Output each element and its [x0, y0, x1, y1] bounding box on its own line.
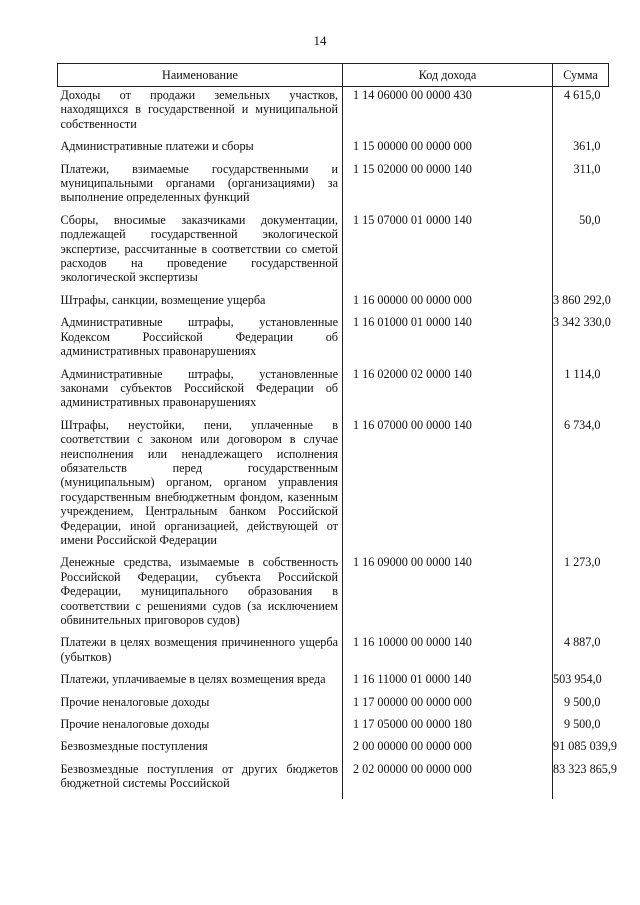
row-name-cell: Административные штрафы, установленные законами субъектов Российской Федерации об административных правонарушениях [58, 367, 343, 418]
row-code-cell: 1 16 07000 00 0000 140 [343, 418, 553, 556]
table-row [58, 367, 609, 418]
row-amount-cell: 1 273,0 [563, 555, 601, 570]
table-row [58, 418, 609, 556]
table-row [58, 139, 609, 161]
row-code-cell: 1 17 05000 00 0000 180 [343, 717, 553, 739]
row-amount-cell: 9 500,0 [563, 694, 601, 709]
row-code-cell: 1 16 09000 00 0000 140 [343, 555, 553, 635]
row-code-cell: 1 15 00000 00 0000 000 [343, 139, 553, 161]
column-header-code: Код дохода [343, 64, 553, 87]
row-amount-cell: 83 323 865,9 [553, 761, 617, 776]
row-amount-cell: 503 954,0 [553, 672, 602, 687]
row-amount-cell: 4 887,0 [563, 635, 601, 650]
row-code-cell: 1 15 07000 01 0000 140 [343, 213, 553, 293]
table-row [58, 315, 609, 366]
row-name-cell: Платежи в целях возмещения причиненного ущерба (убытков) [58, 635, 343, 672]
row-amount-cell: 3 342 330,0 [553, 315, 611, 330]
row-name-cell: Платежи, уплачиваемые в целях возмещения вреда [58, 672, 343, 694]
row-name-cell: Безвозмездные поступления от других бюджетов бюджетной системы Российской [58, 762, 343, 799]
row-code-cell: 1 16 01000 01 0000 140 [343, 315, 553, 366]
table-row [58, 162, 609, 213]
row-amount-cell: 311,0 [573, 161, 601, 176]
table-row [58, 717, 609, 739]
table-row [58, 87, 609, 140]
row-code-cell: 1 17 00000 00 0000 000 [343, 695, 553, 717]
table-row [58, 762, 609, 799]
column-header-amount: Сумма [553, 64, 609, 87]
row-amount-cell: 3 860 292,0 [553, 292, 611, 307]
table-row [58, 635, 609, 672]
column-header-name: Наименование [58, 64, 343, 87]
row-name-cell: Прочие неналоговые доходы [58, 695, 343, 717]
table-header-row [58, 64, 609, 87]
row-amount-cell: 361,0 [573, 139, 601, 154]
table-row [58, 213, 609, 293]
row-name-cell: Доходы от продажи земельных участков, находящихся в государственной и муниципальной собственности [58, 87, 343, 140]
table-row [58, 293, 609, 315]
row-name-cell: Безвозмездные поступления [58, 739, 343, 761]
row-code-cell: 1 14 06000 00 0000 430 [343, 87, 553, 140]
row-code-cell: 2 00 00000 00 0000 000 [343, 739, 553, 761]
row-name-cell: Штрафы, санкции, возмещение ущерба [58, 293, 343, 315]
row-code-cell: 1 16 00000 00 0000 000 [343, 293, 553, 315]
row-name-cell: Сборы, вносимые заказчиками документации, подлежащей государственной экологической экспертизе, рассчитанные в соответствии со сметой расходов на проведение государственной экологической экспертизы [58, 213, 343, 293]
table-row [58, 739, 609, 761]
row-amount-cell: 1 114,0 [564, 366, 601, 381]
row-amount-cell: 9 500,0 [563, 717, 601, 732]
row-name-cell: Административные платежи и сборы [58, 139, 343, 161]
table-row [58, 555, 609, 635]
row-amount-cell: 6 734,0 [563, 417, 601, 432]
page-number: 14 [313, 33, 327, 48]
row-amount-cell: 91 085 039,9 [553, 739, 617, 754]
row-code-cell: 1 16 11000 01 0000 140 [343, 672, 553, 694]
row-name-cell: Денежные средства, изымаемые в собственность Российской Федерации, субъекта Российской Федерации, муниципального образования в соответствии с решениями судов (за исключением обвинительных приговоров судов) [58, 555, 343, 635]
row-name-cell: Прочие неналоговые доходы [58, 717, 343, 739]
row-name-cell: Штрафы, неустойки, пени, уплаченные в соответствии с законом или договором в случае неисполнения или ненадлежащего исполнения обязательств перед государственным (муниципальным) органом, органом управления государственным внебюджетным фондом, казенным учреждением, Центральным банком Российской Федерации, иной организацией, действующей от имени Российской Федерации [58, 418, 343, 556]
row-name-cell: Платежи, взимаемые государственными и муниципальными органами (организациями) за выполнение определенных функций [58, 162, 343, 213]
row-amount-cell: 4 615,0 [563, 88, 601, 102]
row-code-cell: 1 16 02000 02 0000 140 [343, 367, 553, 418]
row-amount-cell: 50,0 [579, 212, 601, 227]
row-code-cell: 1 16 10000 00 0000 140 [343, 635, 553, 672]
row-code-cell: 1 15 02000 00 0000 140 [343, 162, 553, 213]
revenue-table [57, 63, 617, 799]
row-name-cell: Административные штрафы, установленные Кодексом Российской Федерации об административных правонарушениях [58, 315, 343, 366]
row-code-cell: 2 02 00000 00 0000 000 [343, 762, 553, 799]
table-row [58, 672, 609, 694]
table-row [58, 695, 609, 717]
